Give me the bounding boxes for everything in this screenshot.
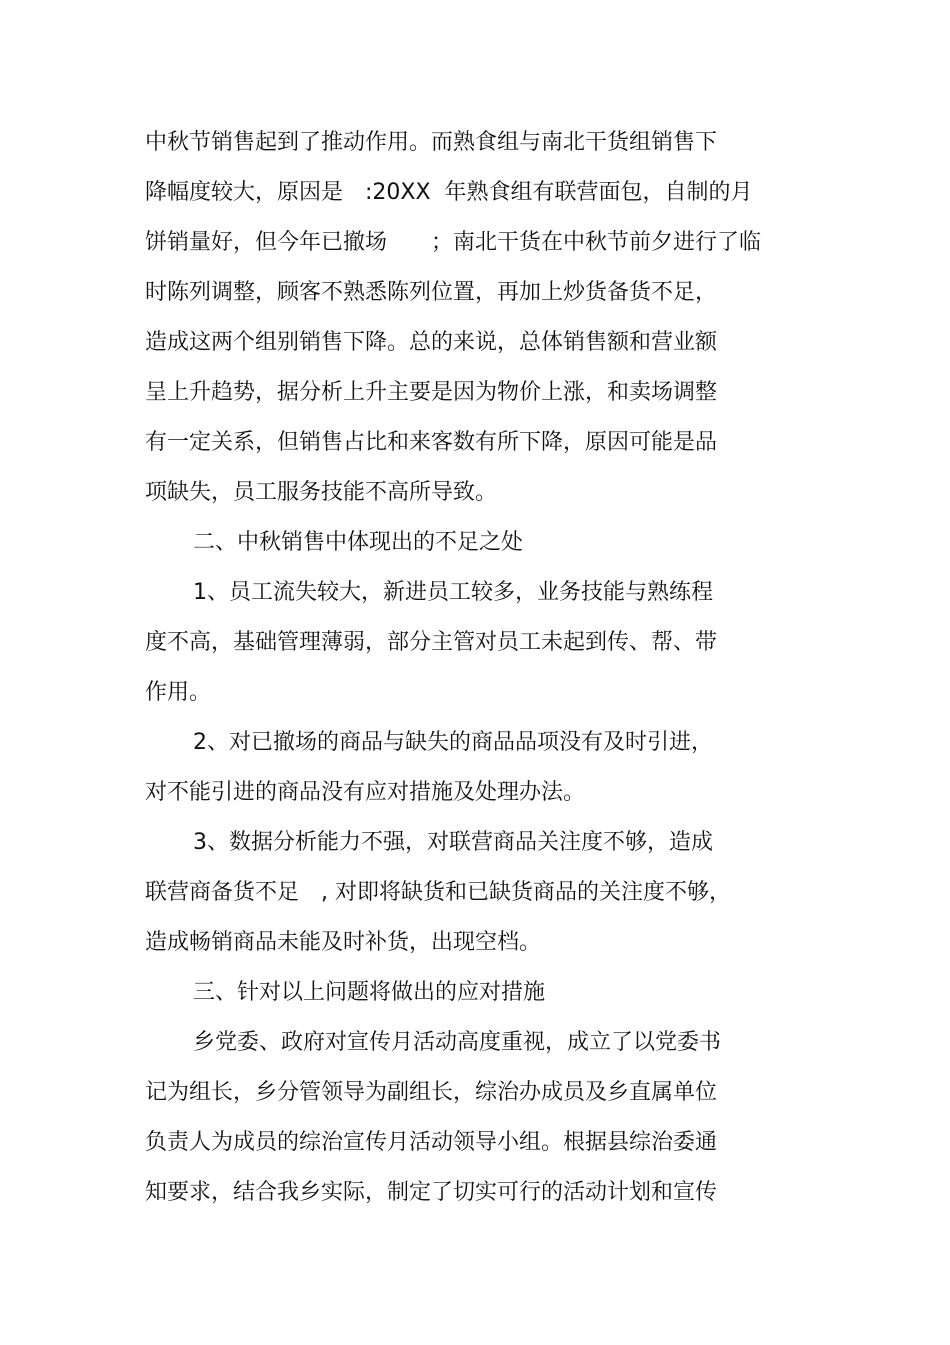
text-line: 饼销量好，但今年已撤场 ；南北干货在中秋节前夕进行了临 [145, 230, 762, 255]
text-line: 造成这两个组别销售下降。总的来说，总体销售额和营业额 [145, 330, 718, 355]
text-line: 度不高，基础管理薄弱，部分主管对员工未起到传、帮、带 [145, 630, 718, 655]
text-line: 记为组长，乡分管领导为副组长，综治办成员及乡直属单位 [145, 1080, 718, 1105]
text-line: 项缺失，员工服务技能不高所导致。 [145, 480, 498, 505]
text-line: 呈上升趋势，据分析上升主要是因为物价上涨，和卖场调整 [145, 380, 718, 405]
text-line: 有一定关系，但销售占比和来客数有所下降，原因可能是品 [145, 430, 718, 455]
text-line: 造成畅销商品未能及时补货，出现空档。 [145, 930, 542, 955]
text-line: 作用。 [145, 680, 212, 705]
body-text [145, 118, 765, 1218]
list-item: 2、对已撤场的商品与缺失的商品品项没有及时引进， [193, 730, 713, 755]
list-item: 3、数据分析能力不强，对联营商品关注度不够，造成 [193, 830, 713, 855]
text-line: 联营商备货不足 , 对即将缺货和已缺货商品的关注度不够， [145, 880, 731, 905]
text-line: 中秋节销售起到了推动作用。而熟食组与南北干货组销售下 [145, 130, 718, 155]
paragraph-start: 乡党委、政府对宣传月活动高度重视，成立了以党委书 [193, 1030, 722, 1055]
section-heading: 三、针对以上问题将做出的应对措施 [193, 980, 546, 1005]
text-line: 降幅度较大，原因是 :20XX 年熟食组有联营面包，自制的月 [145, 180, 753, 205]
text-line: 对不能引进的商品没有应对措施及处理办法。 [145, 780, 586, 805]
text-line: 负责人为成员的综治宣传月活动领导小组。根据县综治委通 [145, 1130, 718, 1155]
text-line: 知要求，结合我乡实际，制定了切实可行的活动计划和宣传 [145, 1180, 718, 1205]
list-item: 1、员工流失较大，新进员工较多，业务技能与熟练程 [193, 580, 713, 605]
text-line: 时陈列调整，顾客不熟悉陈列位置，再加上炒货备货不足， [145, 280, 718, 305]
section-heading: 二、中秋销售中体现出的不足之处 [193, 530, 524, 555]
